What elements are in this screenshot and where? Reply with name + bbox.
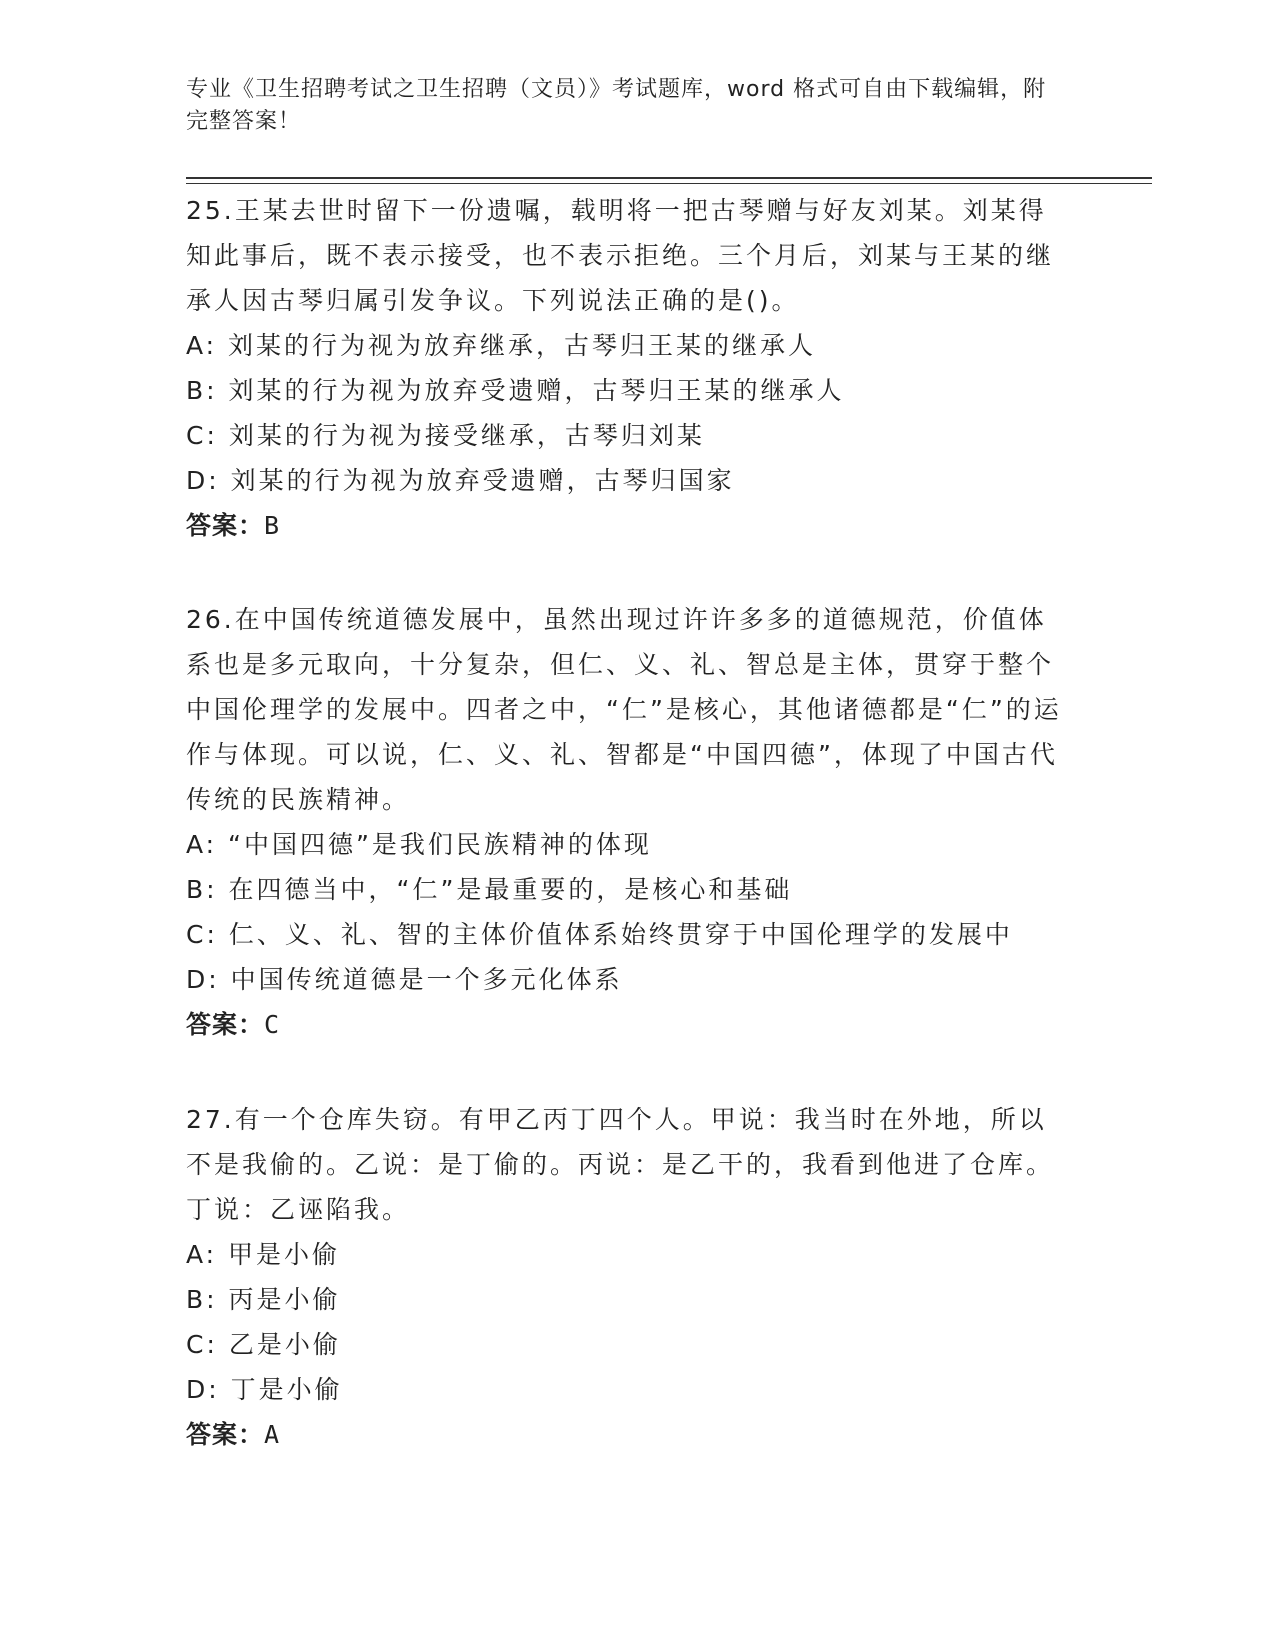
option-b: B: 在四德当中，“仁”是最重要的，是核心和基础 — [186, 875, 793, 904]
answer-line — [186, 1002, 1066, 1047]
option-a: A: 甲是小偷 — [186, 1240, 341, 1269]
answer-line — [186, 1412, 1066, 1457]
question-27 — [186, 1097, 1066, 1457]
option-c: C: 乙是小偷 — [186, 1330, 341, 1359]
option-b: B: 刘某的行为视为放弃受遗赠，古琴归王某的继承人 — [186, 376, 845, 405]
answer-label: 答案： — [186, 511, 265, 540]
answer-value: A — [264, 1420, 281, 1449]
option-list — [186, 822, 1066, 1002]
option-d: D: 刘某的行为视为放弃受遗赠，古琴归国家 — [186, 466, 735, 495]
option-b: B: 丙是小偷 — [186, 1285, 341, 1314]
answer-label: 答案： — [186, 1010, 265, 1039]
answer-label: 答案： — [186, 1420, 265, 1449]
option-d: D: 丁是小偷 — [186, 1375, 343, 1404]
answer-value: C — [264, 1010, 281, 1039]
option-list — [186, 323, 1066, 503]
answer-value: B — [264, 511, 281, 540]
option-c: C: 仁、义、礼、智的主体价值体系始终贯穿于中国伦理学的发展中 — [186, 920, 1013, 949]
question-stem: 26.在中国传统道德发展中，虽然出现过许许多多的道德规范，价值体系也是多元取向，十分复杂，但仁、义、礼、智总是主体，贯穿于整个中国伦理学的发展中。四者之中，“仁”是核心，其他诸德都是“仁”的运作与体现。可以说，仁、义、礼、智都是“中国四德”，体现了中国古代传统的民族精神。 — [186, 605, 1062, 814]
header-divider-thin — [186, 183, 1152, 184]
question-stem: 25.王某去世时留下一份遗嘱，载明将一把古琴赠与好友刘某。刘某得知此事后，既不表示接受，也不表示拒绝。三个月后，刘某与王某的继承人因古琴归属引发争议。下列说法正确的是()。 — [186, 196, 1055, 315]
question-stem: 27.有一个仓库失窃。有甲乙丙丁四个人。甲说：我当时在外地，所以不是我偷的。乙说：是丁偷的。丙说：是乙干的，我看到他进了仓库。丁说：乙诬陷我。 — [186, 1105, 1055, 1224]
option-list — [186, 1232, 1066, 1412]
option-a: A: “中国四德”是我们民族精神的体现 — [186, 830, 652, 859]
answer-line — [186, 503, 1066, 548]
header-description: 专业《卫生招聘考试之卫生招聘（文员）》考试题库，word 格式可自由下载编辑，附完整答案！ — [186, 77, 1047, 134]
question-25 — [186, 188, 1066, 548]
document-header — [186, 74, 1066, 138]
option-d: D: 中国传统道德是一个多元化体系 — [186, 965, 623, 994]
question-26 — [186, 597, 1066, 1047]
header-divider-thick — [186, 177, 1152, 179]
option-a: A: 刘某的行为视为放弃继承，古琴归王某的继承人 — [186, 331, 817, 360]
option-c: C: 刘某的行为视为接受继承，古琴归刘某 — [186, 421, 705, 450]
